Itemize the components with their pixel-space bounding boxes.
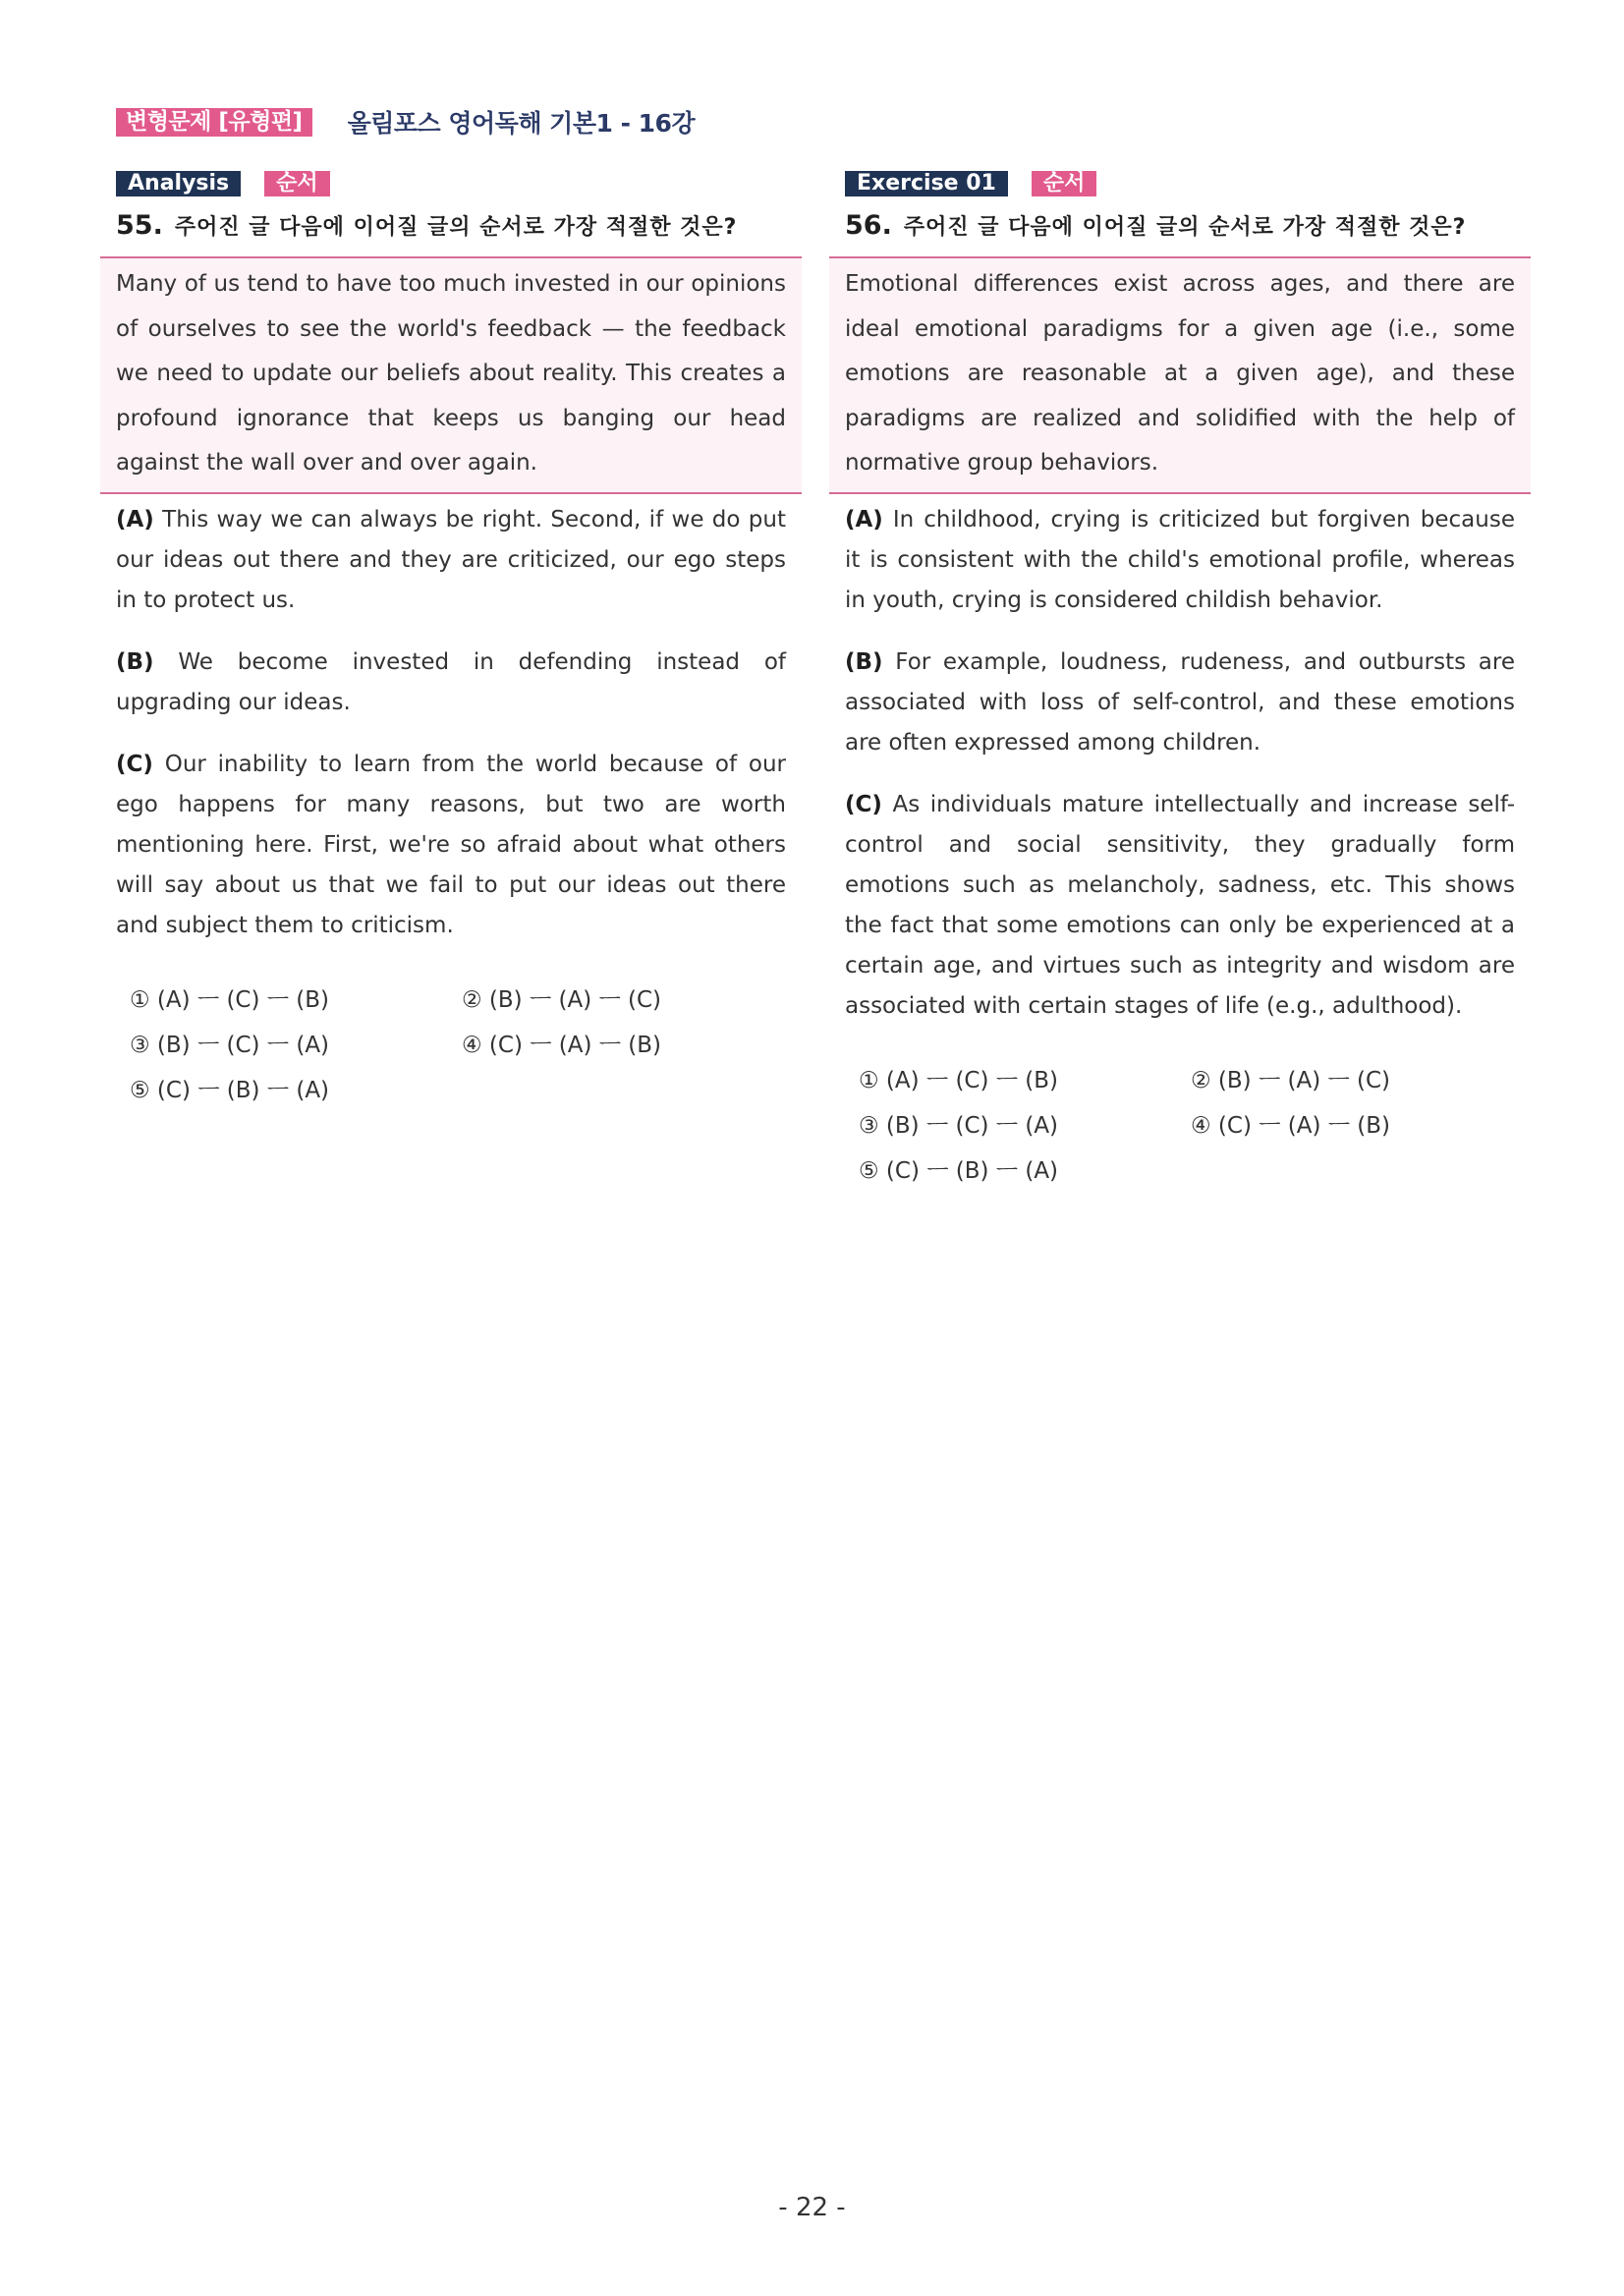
passage-parts <box>829 494 1531 1027</box>
choice-5[interactable]: ⑤ (C) ㅡ (B) ㅡ (A) <box>859 1157 1059 1184</box>
question-text: 주어진 글 다음에 이어질 글의 순서로 가장 적절한 것은? <box>903 214 1467 240</box>
part-text: In childhood, crying is criticized but forgiven because it is consistent with the child's emotional profile, whereas in youth, crying is considered childish behavior. <box>845 506 1515 613</box>
part-label: (B) <box>116 648 154 675</box>
part-text: As individuals mature intellectually and increase self-control and social sensitivity, they gradually form emotions such as melancholy, sadness, etc. This shows the fact that some emotions can only be experienced at a certain age, and virtues such as integrity and wisdom are associated with certain stages of life (e.g., adulthood). <box>845 791 1515 1019</box>
type-label: 순서 <box>1032 171 1097 196</box>
part-c <box>845 785 1515 1027</box>
part-text: This way we can always be right. Second, if we do put our ideas out there and they are criticized, our ego steps in to protect us. <box>116 506 787 613</box>
part-c <box>116 745 786 946</box>
answer-choices <box>130 981 802 1110</box>
choice-4[interactable]: ④ (C) ㅡ (A) ㅡ (B) <box>1191 1112 1391 1139</box>
question-number: 55. <box>116 209 163 241</box>
part-label: (C) <box>845 791 882 817</box>
answer-choices <box>859 1062 1531 1191</box>
question-number: 56. <box>845 209 892 241</box>
part-a <box>116 500 786 621</box>
part-label: (A) <box>845 506 883 532</box>
part-b <box>845 643 1515 763</box>
question-55-column <box>100 170 802 1110</box>
choice-3[interactable]: ③ (B) ㅡ (C) ㅡ (A) <box>859 1112 1059 1139</box>
page-number: - 22 - <box>778 2193 846 2222</box>
question-text: 주어진 글 다음에 이어질 글의 순서로 가장 적절한 것은? <box>174 214 738 240</box>
choice-1[interactable]: ① (A) ㅡ (C) ㅡ (B) <box>859 1067 1059 1093</box>
given-passage: Emotional differences exist across ages, and there are ideal emotional paradigms for a given age (i.e., some emotions are reasonable at a given age), and these paradigms are realized and solidified with the help of normative group behaviors. <box>845 271 1515 476</box>
header-title: 올림포스 영어독해 기본1 - 16강 <box>347 109 696 138</box>
section-label-exercise: Exercise 01 <box>845 171 1008 196</box>
question-56-labels <box>845 170 1531 196</box>
variant-problem-tag: 변형문제 [유형편] <box>116 108 312 137</box>
part-label: (A) <box>116 506 154 532</box>
choice-5[interactable]: ⑤ (C) ㅡ (B) ㅡ (A) <box>130 1077 330 1103</box>
choice-4[interactable]: ④ (C) ㅡ (A) ㅡ (B) <box>462 1032 662 1058</box>
question-title <box>116 207 802 243</box>
part-text: We become invested in defending instead of upgrading our ideas. <box>116 648 787 715</box>
question-55-labels <box>116 170 802 196</box>
choice-2[interactable]: ② (B) ㅡ (A) ㅡ (C) <box>462 986 662 1013</box>
part-label: (C) <box>116 751 153 777</box>
part-text: For example, loudness, rudeness, and outbursts are associated with loss of self-control, and these emotions are often expressed among children. <box>845 648 1515 756</box>
given-passage: Many of us tend to have too much invested in our opinions of ourselves to see the world's feedback — the feedback we need to update our beliefs about reality. This creates a profound ignorance that keeps us banging our head against the wall over and over again. <box>116 271 786 476</box>
choice-3[interactable]: ③ (B) ㅡ (C) ㅡ (A) <box>130 1032 330 1058</box>
given-passage-box <box>829 256 1531 494</box>
choice-1[interactable]: ① (A) ㅡ (C) ㅡ (B) <box>130 986 330 1013</box>
section-label-analysis: Analysis <box>116 171 241 196</box>
part-label: (B) <box>845 648 883 675</box>
passage-parts <box>100 494 802 946</box>
part-text: Our inability to learn from the world because of our ego happens for many reasons, but two are worth mentioning here. First, we're so afraid about what others will say about us that we fail to put our ideas out there and subject them to criticism. <box>116 751 786 938</box>
part-a <box>845 500 1515 621</box>
given-passage-box <box>100 256 802 494</box>
type-label: 순서 <box>264 171 330 196</box>
part-b <box>116 643 786 723</box>
page-header <box>116 106 695 138</box>
question-title <box>845 207 1531 243</box>
choice-2[interactable]: ② (B) ㅡ (A) ㅡ (C) <box>1191 1067 1391 1093</box>
question-56-column <box>829 170 1531 1191</box>
